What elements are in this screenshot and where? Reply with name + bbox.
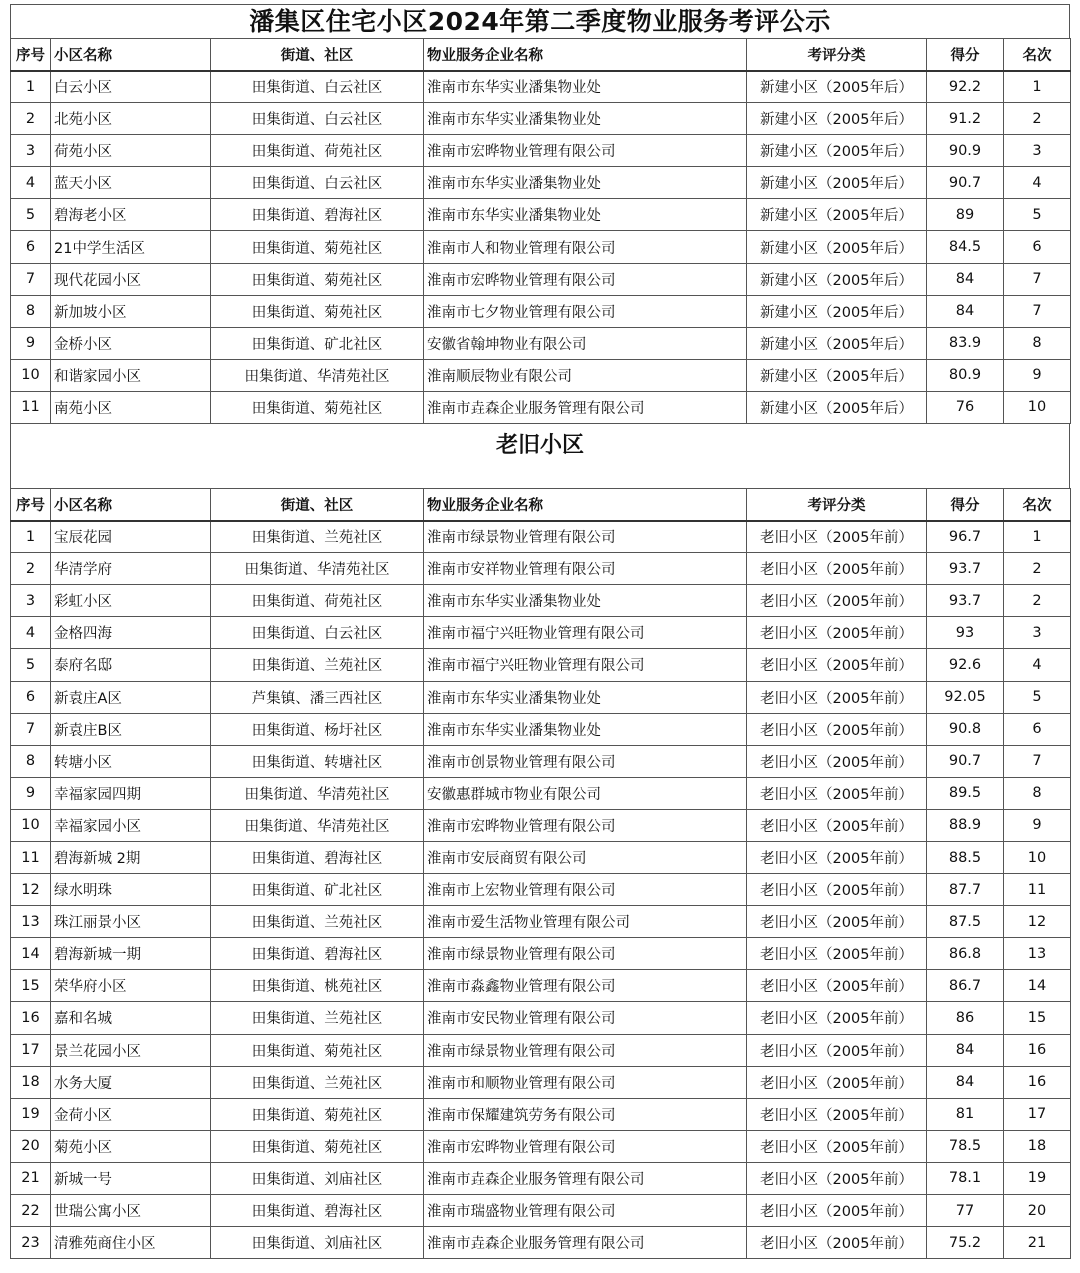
evaluation-sheet — [10, 4, 1070, 1259]
cell-street: 田集街道、菊苑社区 — [211, 1034, 424, 1066]
cell-company: 淮南市东华实业潘集物业处 — [424, 103, 747, 135]
cell-community-name: 和谐家园小区 — [51, 359, 211, 391]
cell-score: 80.9 — [927, 359, 1004, 391]
col-header-score: 得分 — [927, 489, 1004, 521]
cell-rank: 16 — [1004, 1034, 1071, 1066]
cell-rank: 13 — [1004, 938, 1071, 970]
cell-rank: 9 — [1004, 359, 1071, 391]
cell-score: 90.7 — [927, 745, 1004, 777]
cell-rank: 10 — [1004, 391, 1071, 423]
cell-rank: 4 — [1004, 649, 1071, 681]
cell-community-name: 21中学生活区 — [51, 231, 211, 263]
cell-street: 田集街道、兰苑社区 — [211, 1002, 424, 1034]
cell-company: 淮南市安祥物业管理有限公司 — [424, 553, 747, 585]
cell-score: 77 — [927, 1195, 1004, 1227]
cell-street: 田集街道、杨圩社区 — [211, 713, 424, 745]
cell-rank: 6 — [1004, 713, 1071, 745]
table-row — [11, 231, 1071, 263]
cell-category: 老旧小区（2005年前） — [747, 906, 927, 938]
table-row — [11, 1130, 1071, 1162]
cell-company: 淮南市保耀建筑劳务有限公司 — [424, 1098, 747, 1130]
col-header-index: 序号 — [11, 39, 51, 71]
table-header-row — [11, 489, 1071, 521]
cell-company: 安徽惠群城市物业有限公司 — [424, 777, 747, 809]
cell-company: 淮南市东华实业潘集物业处 — [424, 167, 747, 199]
cell-index: 3 — [11, 135, 51, 167]
cell-category: 老旧小区（2005年前） — [747, 1002, 927, 1034]
cell-category: 新建小区（2005年后） — [747, 295, 927, 327]
table-row — [11, 135, 1071, 167]
cell-score: 78.1 — [927, 1162, 1004, 1194]
cell-score: 84 — [927, 1034, 1004, 1066]
cell-index: 18 — [11, 1066, 51, 1098]
table-row — [11, 1066, 1071, 1098]
table-row — [11, 263, 1071, 295]
cell-company: 淮南市垚森企业服务管理有限公司 — [424, 1162, 747, 1194]
cell-street: 田集街道、菊苑社区 — [211, 263, 424, 295]
table-row — [11, 295, 1071, 327]
cell-company: 淮南市绿景物业管理有限公司 — [424, 938, 747, 970]
cell-company: 淮南市东华实业潘集物业处 — [424, 585, 747, 617]
table-row — [11, 777, 1071, 809]
cell-index: 6 — [11, 231, 51, 263]
col-header-index: 序号 — [11, 489, 51, 521]
cell-community-name: 碧海新城 2期 — [51, 841, 211, 873]
cell-score: 86.8 — [927, 938, 1004, 970]
cell-company: 淮南市垚森企业服务管理有限公司 — [424, 391, 747, 423]
table-row — [11, 681, 1071, 713]
cell-company: 安徽省翰坤物业有限公司 — [424, 327, 747, 359]
cell-rank: 1 — [1004, 521, 1071, 553]
cell-street: 田集街道、荷苑社区 — [211, 135, 424, 167]
cell-category: 老旧小区（2005年前） — [747, 713, 927, 745]
cell-street: 田集街道、白云社区 — [211, 103, 424, 135]
cell-street: 田集街道、白云社区 — [211, 167, 424, 199]
cell-company: 淮南市东华实业潘集物业处 — [424, 71, 747, 103]
cell-index: 9 — [11, 777, 51, 809]
table-row — [11, 585, 1071, 617]
cell-rank: 8 — [1004, 777, 1071, 809]
cell-community-name: 现代花园小区 — [51, 263, 211, 295]
cell-score: 84 — [927, 295, 1004, 327]
table-row — [11, 1098, 1071, 1130]
cell-community-name: 新袁庄A区 — [51, 681, 211, 713]
col-header-street: 街道、社区 — [211, 39, 424, 71]
cell-index: 10 — [11, 359, 51, 391]
cell-rank: 5 — [1004, 681, 1071, 713]
cell-index: 11 — [11, 391, 51, 423]
cell-index: 4 — [11, 167, 51, 199]
cell-category: 老旧小区（2005年前） — [747, 1066, 927, 1098]
cell-score: 90.7 — [927, 167, 1004, 199]
cell-street: 田集街道、转塘社区 — [211, 745, 424, 777]
cell-index: 10 — [11, 809, 51, 841]
cell-community-name: 北苑小区 — [51, 103, 211, 135]
new-communities-table — [10, 38, 1071, 424]
cell-index: 5 — [11, 649, 51, 681]
cell-community-name: 金桥小区 — [51, 327, 211, 359]
cell-rank: 5 — [1004, 199, 1071, 231]
cell-company: 淮南市东华实业潘集物业处 — [424, 681, 747, 713]
cell-community-name: 菊苑小区 — [51, 1130, 211, 1162]
cell-score: 93.7 — [927, 585, 1004, 617]
table-row — [11, 103, 1071, 135]
col-header-street: 街道、社区 — [211, 489, 424, 521]
cell-category: 新建小区（2005年后） — [747, 71, 927, 103]
cell-company: 淮南市安辰商贸有限公司 — [424, 841, 747, 873]
cell-rank: 17 — [1004, 1098, 1071, 1130]
cell-rank: 15 — [1004, 1002, 1071, 1034]
cell-score: 88.5 — [927, 841, 1004, 873]
col-header-name: 小区名称 — [51, 489, 211, 521]
cell-category: 老旧小区（2005年前） — [747, 681, 927, 713]
cell-rank: 8 — [1004, 327, 1071, 359]
cell-category: 老旧小区（2005年前） — [747, 1034, 927, 1066]
cell-company: 淮南市爱生活物业管理有限公司 — [424, 906, 747, 938]
cell-community-name: 碧海新城一期 — [51, 938, 211, 970]
cell-street: 田集街道、菊苑社区 — [211, 1098, 424, 1130]
table-row — [11, 617, 1071, 649]
cell-street: 田集街道、菊苑社区 — [211, 295, 424, 327]
cell-category: 新建小区（2005年后） — [747, 135, 927, 167]
cell-community-name: 金格四海 — [51, 617, 211, 649]
cell-score: 87.5 — [927, 906, 1004, 938]
table-row — [11, 1002, 1071, 1034]
cell-community-name: 景兰花园小区 — [51, 1034, 211, 1066]
cell-index: 1 — [11, 71, 51, 103]
cell-index: 14 — [11, 938, 51, 970]
cell-community-name: 水务大厦 — [51, 1066, 211, 1098]
table-row — [11, 938, 1071, 970]
cell-company: 淮南市安民物业管理有限公司 — [424, 1002, 747, 1034]
cell-company: 淮南市福宁兴旺物业管理有限公司 — [424, 649, 747, 681]
cell-index: 6 — [11, 681, 51, 713]
table-row — [11, 809, 1071, 841]
cell-category: 老旧小区（2005年前） — [747, 970, 927, 1002]
cell-rank: 16 — [1004, 1066, 1071, 1098]
cell-community-name: 白云小区 — [51, 71, 211, 103]
cell-rank: 14 — [1004, 970, 1071, 1002]
cell-category: 新建小区（2005年后） — [747, 103, 927, 135]
page-title: 潘集区住宅小区2024年第二季度物业服务考评公示 — [10, 4, 1070, 38]
cell-company: 淮南市绿景物业管理有限公司 — [424, 1034, 747, 1066]
cell-index: 5 — [11, 199, 51, 231]
cell-community-name: 华清学府 — [51, 553, 211, 585]
col-header-rank: 名次 — [1004, 489, 1071, 521]
table-row — [11, 649, 1071, 681]
cell-street: 田集街道、华清苑社区 — [211, 359, 424, 391]
col-header-company: 物业服务企业名称 — [424, 489, 747, 521]
cell-category: 新建小区（2005年后） — [747, 199, 927, 231]
cell-score: 78.5 — [927, 1130, 1004, 1162]
cell-company: 淮南市绿景物业管理有限公司 — [424, 521, 747, 553]
cell-company: 淮南市瑞盛物业管理有限公司 — [424, 1195, 747, 1227]
cell-rank: 3 — [1004, 135, 1071, 167]
cell-score: 96.7 — [927, 521, 1004, 553]
cell-community-name: 新城一号 — [51, 1162, 211, 1194]
table-row — [11, 553, 1071, 585]
table-row — [11, 1227, 1071, 1259]
cell-category: 老旧小区（2005年前） — [747, 1130, 927, 1162]
table-row — [11, 906, 1071, 938]
cell-company: 淮南市七夕物业管理有限公司 — [424, 295, 747, 327]
cell-score: 81 — [927, 1098, 1004, 1130]
cell-street: 田集街道、菊苑社区 — [211, 391, 424, 423]
cell-category: 新建小区（2005年后） — [747, 263, 927, 295]
table-row — [11, 71, 1071, 103]
cell-index: 19 — [11, 1098, 51, 1130]
cell-street: 田集街道、兰苑社区 — [211, 1066, 424, 1098]
col-header-rank: 名次 — [1004, 39, 1071, 71]
cell-index: 23 — [11, 1227, 51, 1259]
cell-street: 田集街道、白云社区 — [211, 617, 424, 649]
cell-rank: 19 — [1004, 1162, 1071, 1194]
old-communities-table — [10, 488, 1071, 1259]
cell-rank: 7 — [1004, 263, 1071, 295]
cell-rank: 9 — [1004, 809, 1071, 841]
cell-index: 7 — [11, 713, 51, 745]
cell-company: 淮南市垚森企业服务管理有限公司 — [424, 1227, 747, 1259]
cell-score: 86.7 — [927, 970, 1004, 1002]
cell-street: 田集街道、菊苑社区 — [211, 231, 424, 263]
cell-rank: 10 — [1004, 841, 1071, 873]
cell-category: 老旧小区（2005年前） — [747, 1162, 927, 1194]
cell-score: 93.7 — [927, 553, 1004, 585]
cell-index: 16 — [11, 1002, 51, 1034]
cell-category: 老旧小区（2005年前） — [747, 521, 927, 553]
cell-index: 1 — [11, 521, 51, 553]
cell-index: 13 — [11, 906, 51, 938]
cell-score: 84.5 — [927, 231, 1004, 263]
cell-community-name: 泰府名邸 — [51, 649, 211, 681]
cell-company: 淮南市福宁兴旺物业管理有限公司 — [424, 617, 747, 649]
cell-score: 88.9 — [927, 809, 1004, 841]
cell-index: 2 — [11, 553, 51, 585]
cell-community-name: 金荷小区 — [51, 1098, 211, 1130]
cell-community-name: 彩虹小区 — [51, 585, 211, 617]
cell-street: 田集街道、碧海社区 — [211, 938, 424, 970]
cell-index: 15 — [11, 970, 51, 1002]
cell-category: 老旧小区（2005年前） — [747, 553, 927, 585]
cell-community-name: 绿水明珠 — [51, 874, 211, 906]
cell-index: 20 — [11, 1130, 51, 1162]
cell-community-name: 南苑小区 — [51, 391, 211, 423]
cell-index: 8 — [11, 295, 51, 327]
cell-category: 老旧小区（2005年前） — [747, 745, 927, 777]
table-row — [11, 1162, 1071, 1194]
table-row — [11, 874, 1071, 906]
cell-rank: 20 — [1004, 1195, 1071, 1227]
cell-company: 淮南市宏晔物业管理有限公司 — [424, 263, 747, 295]
cell-score: 89 — [927, 199, 1004, 231]
table-row — [11, 841, 1071, 873]
cell-community-name: 新加坡小区 — [51, 295, 211, 327]
cell-score: 84 — [927, 263, 1004, 295]
col-header-category: 考评分类 — [747, 489, 927, 521]
cell-rank: 7 — [1004, 745, 1071, 777]
cell-category: 老旧小区（2005年前） — [747, 809, 927, 841]
cell-street: 田集街道、华清苑社区 — [211, 809, 424, 841]
section-title-old: 老旧小区 — [10, 424, 1070, 488]
cell-category: 新建小区（2005年后） — [747, 327, 927, 359]
cell-community-name: 清雅苑商住小区 — [51, 1227, 211, 1259]
cell-street: 田集街道、白云社区 — [211, 71, 424, 103]
cell-score: 89.5 — [927, 777, 1004, 809]
cell-company: 淮南顺辰物业有限公司 — [424, 359, 747, 391]
cell-street: 田集街道、碧海社区 — [211, 841, 424, 873]
cell-company: 淮南市宏晔物业管理有限公司 — [424, 135, 747, 167]
cell-category: 新建小区（2005年后） — [747, 231, 927, 263]
table-row — [11, 1195, 1071, 1227]
cell-street: 田集街道、兰苑社区 — [211, 521, 424, 553]
cell-index: 4 — [11, 617, 51, 649]
col-header-name: 小区名称 — [51, 39, 211, 71]
cell-category: 老旧小区（2005年前） — [747, 777, 927, 809]
cell-community-name: 宝辰花园 — [51, 521, 211, 553]
table-row — [11, 359, 1071, 391]
cell-category: 老旧小区（2005年前） — [747, 1098, 927, 1130]
cell-index: 7 — [11, 263, 51, 295]
cell-community-name: 蓝天小区 — [51, 167, 211, 199]
cell-community-name: 嘉和名城 — [51, 1002, 211, 1034]
cell-category: 老旧小区（2005年前） — [747, 1227, 927, 1259]
cell-rank: 6 — [1004, 231, 1071, 263]
cell-category: 老旧小区（2005年前） — [747, 617, 927, 649]
cell-community-name: 新袁庄B区 — [51, 713, 211, 745]
cell-community-name: 幸福家园小区 — [51, 809, 211, 841]
cell-street: 芦集镇、潘三西社区 — [211, 681, 424, 713]
cell-rank: 7 — [1004, 295, 1071, 327]
cell-score: 91.2 — [927, 103, 1004, 135]
cell-category: 老旧小区（2005年前） — [747, 874, 927, 906]
cell-rank: 4 — [1004, 167, 1071, 199]
cell-score: 92.2 — [927, 71, 1004, 103]
cell-street: 田集街道、刘庙社区 — [211, 1227, 424, 1259]
cell-rank: 2 — [1004, 103, 1071, 135]
cell-street: 田集街道、碧海社区 — [211, 199, 424, 231]
cell-company: 淮南市人和物业管理有限公司 — [424, 231, 747, 263]
cell-company: 淮南市上宏物业管理有限公司 — [424, 874, 747, 906]
cell-community-name: 转塘小区 — [51, 745, 211, 777]
cell-index: 2 — [11, 103, 51, 135]
cell-index: 8 — [11, 745, 51, 777]
cell-rank: 1 — [1004, 71, 1071, 103]
col-header-score: 得分 — [927, 39, 1004, 71]
cell-street: 田集街道、矿北社区 — [211, 327, 424, 359]
cell-street: 田集街道、刘庙社区 — [211, 1162, 424, 1194]
cell-street: 田集街道、华清苑社区 — [211, 777, 424, 809]
cell-company: 淮南市宏晔物业管理有限公司 — [424, 809, 747, 841]
cell-community-name: 世瑞公寓小区 — [51, 1195, 211, 1227]
cell-score: 90.8 — [927, 713, 1004, 745]
col-header-company: 物业服务企业名称 — [424, 39, 747, 71]
cell-score: 92.6 — [927, 649, 1004, 681]
cell-street: 田集街道、华清苑社区 — [211, 553, 424, 585]
cell-rank: 3 — [1004, 617, 1071, 649]
table-row — [11, 327, 1071, 359]
table-row — [11, 199, 1071, 231]
cell-score: 84 — [927, 1066, 1004, 1098]
cell-street: 田集街道、桃苑社区 — [211, 970, 424, 1002]
table-row — [11, 391, 1071, 423]
cell-company: 淮南市宏晔物业管理有限公司 — [424, 1130, 747, 1162]
table-row — [11, 167, 1071, 199]
cell-street: 田集街道、荷苑社区 — [211, 585, 424, 617]
cell-company: 淮南市和顺物业管理有限公司 — [424, 1066, 747, 1098]
cell-category: 新建小区（2005年后） — [747, 359, 927, 391]
cell-category: 老旧小区（2005年前） — [747, 1195, 927, 1227]
cell-rank: 11 — [1004, 874, 1071, 906]
cell-community-name: 荣华府小区 — [51, 970, 211, 1002]
cell-index: 11 — [11, 841, 51, 873]
cell-index: 12 — [11, 874, 51, 906]
cell-street: 田集街道、矿北社区 — [211, 874, 424, 906]
cell-score: 86 — [927, 1002, 1004, 1034]
table-row — [11, 745, 1071, 777]
table-row — [11, 1034, 1071, 1066]
cell-index: 22 — [11, 1195, 51, 1227]
cell-score: 93 — [927, 617, 1004, 649]
cell-company: 淮南市东华实业潘集物业处 — [424, 199, 747, 231]
cell-rank: 2 — [1004, 553, 1071, 585]
cell-street: 田集街道、兰苑社区 — [211, 649, 424, 681]
cell-community-name: 碧海老小区 — [51, 199, 211, 231]
cell-category: 老旧小区（2005年前） — [747, 585, 927, 617]
cell-community-name: 幸福家园四期 — [51, 777, 211, 809]
col-header-category: 考评分类 — [747, 39, 927, 71]
cell-rank: 12 — [1004, 906, 1071, 938]
cell-street: 田集街道、碧海社区 — [211, 1195, 424, 1227]
cell-score: 76 — [927, 391, 1004, 423]
cell-street: 田集街道、菊苑社区 — [211, 1130, 424, 1162]
cell-rank: 2 — [1004, 585, 1071, 617]
cell-category: 老旧小区（2005年前） — [747, 649, 927, 681]
cell-community-name: 珠江丽景小区 — [51, 906, 211, 938]
table-row — [11, 521, 1071, 553]
cell-rank: 18 — [1004, 1130, 1071, 1162]
cell-index: 17 — [11, 1034, 51, 1066]
cell-community-name: 荷苑小区 — [51, 135, 211, 167]
cell-score: 87.7 — [927, 874, 1004, 906]
cell-score: 83.9 — [927, 327, 1004, 359]
cell-rank: 21 — [1004, 1227, 1071, 1259]
table-header-row — [11, 39, 1071, 71]
cell-index: 3 — [11, 585, 51, 617]
cell-score: 90.9 — [927, 135, 1004, 167]
table-row — [11, 713, 1071, 745]
cell-category: 老旧小区（2005年前） — [747, 841, 927, 873]
cell-category: 新建小区（2005年后） — [747, 167, 927, 199]
cell-street: 田集街道、兰苑社区 — [211, 906, 424, 938]
table-row — [11, 970, 1071, 1002]
cell-company: 淮南市东华实业潘集物业处 — [424, 713, 747, 745]
cell-index: 21 — [11, 1162, 51, 1194]
cell-score: 92.05 — [927, 681, 1004, 713]
cell-score: 75.2 — [927, 1227, 1004, 1259]
cell-category: 新建小区（2005年后） — [747, 391, 927, 423]
cell-company: 淮南市淼鑫物业管理有限公司 — [424, 970, 747, 1002]
cell-company: 淮南市创景物业管理有限公司 — [424, 745, 747, 777]
cell-index: 9 — [11, 327, 51, 359]
cell-category: 老旧小区（2005年前） — [747, 938, 927, 970]
